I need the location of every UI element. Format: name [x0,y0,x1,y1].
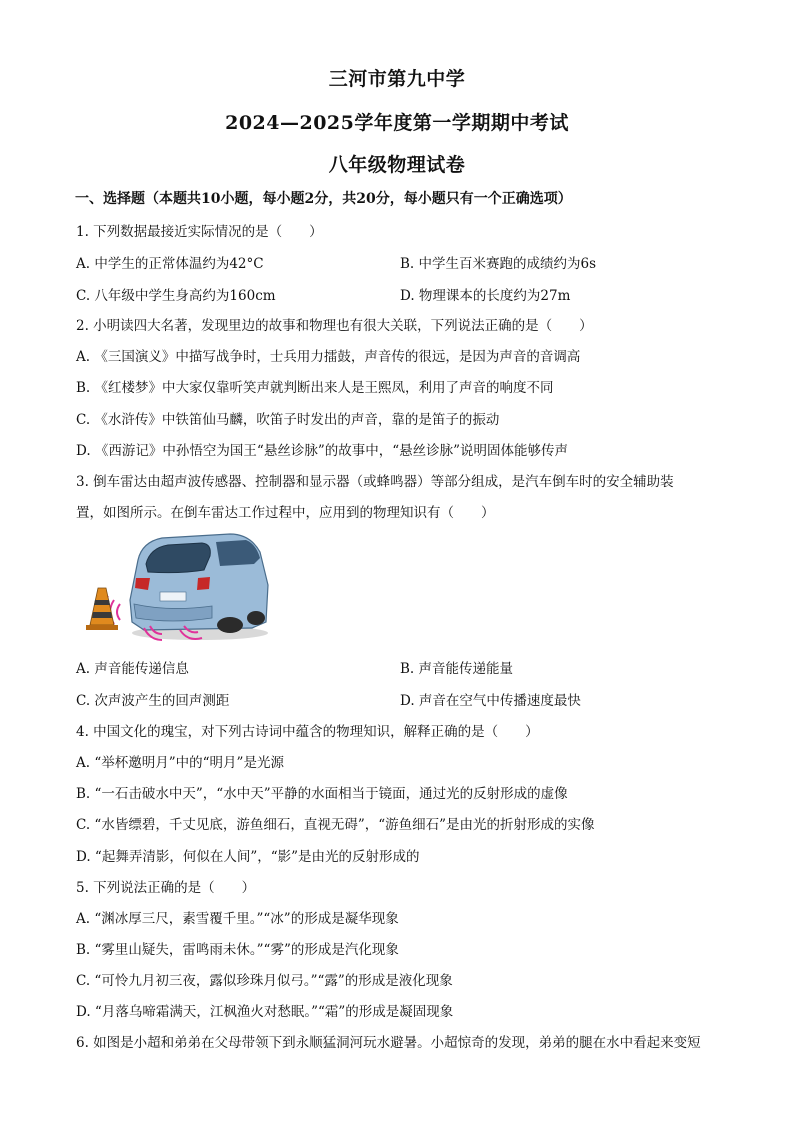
q3-option-b: B. 声音能传递能量 [400,661,514,677]
question-6-stem: 6. 如图是小超和弟弟在父母带领下到永顺猛洞河玩水避暑。小超惊奇的发现，弟弟的腿在水中看起来变短 [76,1035,701,1051]
subject-title: 八年级物理试卷 [328,154,466,176]
q4-option-b: B. “一石击破水中天”，“水中天”平静的水面相当于镜面，通过光的反射形成的虚像 [76,786,568,802]
q2-option-b: B. 《红楼梦》中大家仅靠听笑声就判断出来人是王熙凤，利用了声音的响度不同 [76,380,554,396]
section-heading: 一、选择题（本题共10小题，每小题2分，共20分，每小题只有一个正确选项） [75,191,572,207]
license-plate [160,592,186,601]
tail-light-left [135,578,150,590]
q4-option-a: A. “举杯邀明月”中的“明月”是光源 [76,755,284,771]
question-4-stem: 4. 中国文化的瑰宝，对下列古诗词中蕴含的物理知识，解释正确的是（ ） [76,724,539,740]
question-5-stem: 5. 下列说法正确的是（ ） [76,880,256,896]
q1-option-d: D. 物理课本的长度约为27m [400,288,571,304]
q1-option-c: C. 八年级中学生身高约为160cm [76,288,276,304]
q5-option-b: B. “雾里山疑失，雷鸣雨未休。”“雾”的形成是汽化现象 [76,942,399,958]
wheel-front-right [247,611,265,625]
tail-light-right [197,577,210,590]
q5-option-a: A. “渊冰厚三尺，素雪覆千里。”“冰”的形成是凝华现象 [76,911,399,927]
q3-option-c: C. 次声波产生的回声测距 [76,693,230,709]
wheel-rear-right [217,617,243,633]
q3-option-d: D. 声音在空气中传播速度最快 [400,693,581,709]
question-2-stem: 2. 小明读四大名著，发现里边的故事和物理也有很大关联，下列说法正确的是（ ） [76,318,593,334]
school-name: 三河市第九中学 [328,68,466,90]
q3-option-a: A. 声音能传递信息 [76,661,189,677]
traffic-cone [86,588,118,630]
q4-option-c: C. “水皆缥碧，千丈见底，游鱼细石，直视无碍”，“游鱼细石”是由光的折射形成的实像 [76,817,595,833]
q2-option-c: C. 《水浒传》中铁笛仙马麟，吹笛子时发出的声音，靠的是笛子的振动 [76,412,500,428]
q5-option-c: C. “可怜九月初三夜，露似珍珠月似弓。”“露”的形成是液化现象 [76,973,453,989]
q4-option-d: D. “起舞弄清影，何似在人间”，“影”是由光的反射形成的 [76,849,420,865]
q2-option-a: A. 《三国演义》中描写战争时，士兵用力擂鼓，声音传的很远，是因为声音的音调高 [76,349,581,365]
q1-option-b: B. 中学生百米赛跑的成绩约为6s [400,256,597,272]
question-3-stem-line2: 置，如图所示。在倒车雷达工作过程中，应用到的物理知识有（ ） [76,505,495,521]
exam-title: 2024—2025学年度第一学期期中考试 [225,112,569,134]
reversing-radar-figure [80,530,270,645]
q2-option-d: D. 《西游记》中孙悟空为国王“悬丝诊脉”的故事中，“悬丝诊脉”说明固体能够传声 [76,443,569,459]
question-3-stem-line1: 3. 倒车雷达由超声波传感器、控制器和显示器（或蜂鸣器）等部分组成，是汽车倒车时的安全辅助装 [76,474,674,490]
q5-option-d: D. “月落乌啼霜满天，江枫渔火对愁眠。”“霜”的形成是凝固现象 [76,1004,454,1020]
question-1-stem: 1. 下列数据最接近实际情况的是（ ） [76,224,323,240]
q1-option-a: A. 中学生的正常体温约为42°C [76,256,264,272]
